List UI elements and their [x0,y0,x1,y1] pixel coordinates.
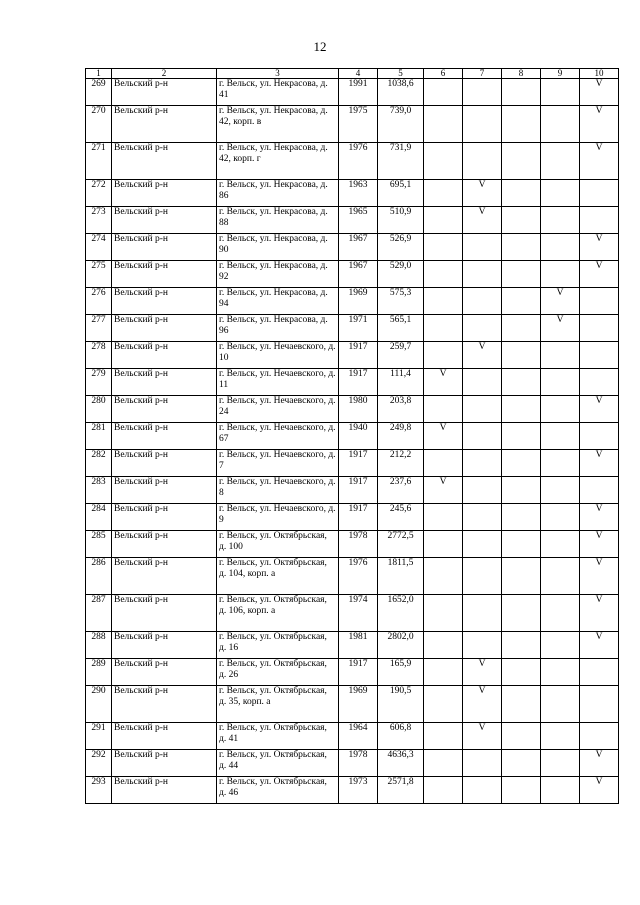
area-cell: 2571,8 [378,777,424,804]
mark-cell-8 [502,750,541,777]
row-number-cell: 272 [86,180,112,207]
mark-cell-8 [502,207,541,234]
mark-cell-10: V [580,79,619,106]
table-row [86,180,619,207]
table-row [86,79,619,106]
column-header: 4 [339,69,378,79]
year-cell: 1974 [339,595,378,632]
mark-cell-7: V [463,659,502,686]
address-cell: г. Вельск, ул. Некрасова, д. 42, корп. г [217,143,339,180]
mark-cell-6: V [424,369,463,396]
year-cell: 1980 [339,396,378,423]
table-row [86,342,619,369]
area-cell: 245,6 [378,504,424,531]
housing-register-table [85,68,619,804]
mark-cell-7 [463,315,502,342]
mark-cell-6 [424,106,463,143]
address-cell: г. Вельск, ул. Нечаевского, д. 24 [217,396,339,423]
address-cell: г. Вельск, ул. Нечаевского, д. 67 [217,423,339,450]
mark-cell-6 [424,342,463,369]
mark-cell-7 [463,750,502,777]
mark-cell-6 [424,777,463,804]
column-number-row [86,69,619,79]
district-cell: Вельский р-н [112,504,217,531]
mark-cell-8 [502,686,541,723]
table-row [86,558,619,595]
address-cell: г. Вельск, ул. Октябрьская, д. 100 [217,531,339,558]
row-number-cell: 280 [86,396,112,423]
mark-cell-10 [580,342,619,369]
mark-cell-6 [424,686,463,723]
table-row [86,450,619,477]
mark-cell-10 [580,369,619,396]
address-cell: г. Вельск, ул. Октябрьская, д. 104, корп. а [217,558,339,595]
address-cell: г. Вельск, ул. Октябрьская, д. 35, корп. а [217,686,339,723]
column-header: 9 [541,69,580,79]
address-cell: г. Вельск, ул. Октябрьская, д. 41 [217,723,339,750]
address-cell: г. Вельск, ул. Нечаевского, д. 10 [217,342,339,369]
row-number-cell: 271 [86,143,112,180]
address-cell: г. Вельск, ул. Некрасова, д. 92 [217,261,339,288]
year-cell: 1967 [339,234,378,261]
table-row [86,750,619,777]
mark-cell-9 [541,450,580,477]
mark-cell-6 [424,632,463,659]
row-number-cell: 277 [86,315,112,342]
row-number-cell: 288 [86,632,112,659]
mark-cell-9 [541,423,580,450]
mark-cell-9 [541,261,580,288]
table-row [86,396,619,423]
address-cell: г. Вельск, ул. Некрасова, д. 90 [217,234,339,261]
area-cell: 2802,0 [378,632,424,659]
district-cell: Вельский р-н [112,632,217,659]
area-cell: 565,1 [378,315,424,342]
mark-cell-7 [463,79,502,106]
mark-cell-7 [463,106,502,143]
address-cell: г. Вельск, ул. Нечаевского, д. 9 [217,504,339,531]
column-header: 6 [424,69,463,79]
district-cell: Вельский р-н [112,686,217,723]
mark-cell-9 [541,723,580,750]
area-cell: 606,8 [378,723,424,750]
table-row [86,143,619,180]
row-number-cell: 269 [86,79,112,106]
year-cell: 1978 [339,750,378,777]
column-header: 7 [463,69,502,79]
mark-cell-7: V [463,686,502,723]
row-number-cell: 287 [86,595,112,632]
district-cell: Вельский р-н [112,558,217,595]
mark-cell-8 [502,342,541,369]
mark-cell-6 [424,396,463,423]
year-cell: 1967 [339,261,378,288]
table-row [86,477,619,504]
row-number-cell: 291 [86,723,112,750]
page-number: 12 [313,39,327,54]
column-header: 2 [112,69,217,79]
row-number-cell: 282 [86,450,112,477]
row-number-cell: 276 [86,288,112,315]
mark-cell-6 [424,180,463,207]
area-cell: 1811,5 [378,558,424,595]
address-cell: г. Вельск, ул. Нечаевского, д. 7 [217,450,339,477]
mark-cell-9 [541,234,580,261]
mark-cell-7: V [463,207,502,234]
district-cell: Вельский р-н [112,234,217,261]
district-cell: Вельский р-н [112,477,217,504]
year-cell: 1917 [339,659,378,686]
table-row [86,659,619,686]
mark-cell-9 [541,369,580,396]
year-cell: 1978 [339,531,378,558]
mark-cell-8 [502,659,541,686]
mark-cell-8 [502,558,541,595]
area-cell: 165,9 [378,659,424,686]
mark-cell-9 [541,79,580,106]
district-cell: Вельский р-н [112,750,217,777]
mark-cell-10: V [580,106,619,143]
mark-cell-8 [502,723,541,750]
mark-cell-10 [580,180,619,207]
mark-cell-8 [502,315,541,342]
address-cell: г. Вельск, ул. Некрасова, д. 96 [217,315,339,342]
table-row [86,261,619,288]
mark-cell-10 [580,477,619,504]
mark-cell-10: V [580,396,619,423]
district-cell: Вельский р-н [112,659,217,686]
mark-cell-7 [463,777,502,804]
year-cell: 1976 [339,558,378,595]
year-cell: 1963 [339,180,378,207]
column-header: 1 [86,69,112,79]
district-cell: Вельский р-н [112,595,217,632]
mark-cell-8 [502,423,541,450]
mark-cell-6 [424,659,463,686]
table-row [86,595,619,632]
mark-cell-8 [502,595,541,632]
year-cell: 1991 [339,79,378,106]
area-cell: 575,3 [378,288,424,315]
address-cell: г. Вельск, ул. Октябрьская, д. 26 [217,659,339,686]
mark-cell-9 [541,180,580,207]
table-row [86,369,619,396]
district-cell: Вельский р-н [112,79,217,106]
table-row [86,632,619,659]
mark-cell-6 [424,504,463,531]
mark-cell-10: V [580,450,619,477]
year-cell: 1917 [339,477,378,504]
mark-cell-9: V [541,315,580,342]
mark-cell-7 [463,531,502,558]
area-cell: 190,5 [378,686,424,723]
mark-cell-6 [424,723,463,750]
mark-cell-7 [463,477,502,504]
row-number-cell: 274 [86,234,112,261]
mark-cell-8 [502,504,541,531]
table-row [86,234,619,261]
mark-cell-8 [502,288,541,315]
mark-cell-8 [502,106,541,143]
row-number-cell: 273 [86,207,112,234]
mark-cell-10: V [580,143,619,180]
mark-cell-9 [541,558,580,595]
district-cell: Вельский р-н [112,423,217,450]
address-cell: г. Вельск, ул. Октябрьская, д. 16 [217,632,339,659]
area-cell: 739,0 [378,106,424,143]
row-number-cell: 292 [86,750,112,777]
area-cell: 237,6 [378,477,424,504]
row-number-cell: 293 [86,777,112,804]
year-cell: 1976 [339,143,378,180]
mark-cell-7: V [463,180,502,207]
mark-cell-6 [424,558,463,595]
mark-cell-10: V [580,234,619,261]
mark-cell-9 [541,750,580,777]
district-cell: Вельский р-н [112,396,217,423]
mark-cell-8 [502,143,541,180]
mark-cell-6 [424,750,463,777]
mark-cell-9 [541,686,580,723]
mark-cell-7 [463,143,502,180]
mark-cell-9 [541,632,580,659]
mark-cell-7 [463,450,502,477]
row-number-cell: 275 [86,261,112,288]
mark-cell-8 [502,261,541,288]
mark-cell-6 [424,288,463,315]
mark-cell-9 [541,106,580,143]
mark-cell-10: V [580,595,619,632]
area-cell: 212,2 [378,450,424,477]
mark-cell-8 [502,396,541,423]
address-cell: г. Вельск, ул. Некрасова, д. 94 [217,288,339,315]
year-cell: 1981 [339,632,378,659]
mark-cell-10 [580,288,619,315]
mark-cell-10 [580,423,619,450]
mark-cell-7 [463,288,502,315]
table-row [86,723,619,750]
mark-cell-9 [541,342,580,369]
mark-cell-9 [541,396,580,423]
address-cell: г. Вельск, ул. Некрасова, д. 88 [217,207,339,234]
row-number-cell: 285 [86,531,112,558]
area-cell: 510,9 [378,207,424,234]
row-number-cell: 289 [86,659,112,686]
row-number-cell: 286 [86,558,112,595]
district-cell: Вельский р-н [112,777,217,804]
year-cell: 1971 [339,315,378,342]
mark-cell-8 [502,450,541,477]
area-cell: 1652,0 [378,595,424,632]
table-row [86,315,619,342]
mark-cell-9 [541,477,580,504]
mark-cell-9 [541,143,580,180]
row-number-cell: 281 [86,423,112,450]
mark-cell-7 [463,261,502,288]
year-cell: 1973 [339,777,378,804]
table-row [86,686,619,723]
area-cell: 526,9 [378,234,424,261]
area-cell: 2772,5 [378,531,424,558]
address-cell: г. Вельск, ул. Октябрьская, д. 44 [217,750,339,777]
mark-cell-9 [541,595,580,632]
mark-cell-9 [541,659,580,686]
mark-cell-6 [424,234,463,261]
mark-cell-6: V [424,477,463,504]
district-cell: Вельский р-н [112,342,217,369]
mark-cell-9 [541,207,580,234]
mark-cell-10: V [580,777,619,804]
area-cell: 249,8 [378,423,424,450]
year-cell: 1964 [339,723,378,750]
district-cell: Вельский р-н [112,261,217,288]
area-cell: 111,4 [378,369,424,396]
district-cell: Вельский р-н [112,180,217,207]
year-cell: 1969 [339,686,378,723]
mark-cell-8 [502,234,541,261]
mark-cell-8 [502,369,541,396]
mark-cell-8 [502,79,541,106]
mark-cell-9 [541,504,580,531]
mark-cell-7: V [463,723,502,750]
table-row [86,288,619,315]
year-cell: 1969 [339,288,378,315]
mark-cell-10: V [580,750,619,777]
mark-cell-8 [502,777,541,804]
district-cell: Вельский р-н [112,450,217,477]
mark-cell-10: V [580,632,619,659]
mark-cell-6 [424,595,463,632]
mark-cell-8 [502,180,541,207]
mark-cell-10 [580,315,619,342]
mark-cell-6 [424,531,463,558]
address-cell: г. Вельск, ул. Октябрьская, д. 106, корп. а [217,595,339,632]
mark-cell-6 [424,450,463,477]
district-cell: Вельский р-н [112,143,217,180]
mark-cell-6 [424,261,463,288]
mark-cell-10 [580,659,619,686]
column-header: 8 [502,69,541,79]
table-row [86,423,619,450]
mark-cell-6: V [424,423,463,450]
mark-cell-7 [463,369,502,396]
table-row [86,504,619,531]
row-number-cell: 270 [86,106,112,143]
district-cell: Вельский р-н [112,369,217,396]
mark-cell-9: V [541,288,580,315]
area-cell: 1038,6 [378,79,424,106]
mark-cell-8 [502,632,541,659]
mark-cell-9 [541,531,580,558]
mark-cell-10 [580,723,619,750]
address-cell: г. Вельск, ул. Нечаевского, д. 11 [217,369,339,396]
district-cell: Вельский р-н [112,531,217,558]
district-cell: Вельский р-н [112,106,217,143]
mark-cell-6 [424,315,463,342]
area-cell: 4636,3 [378,750,424,777]
area-cell: 695,1 [378,180,424,207]
row-number-cell: 279 [86,369,112,396]
address-cell: г. Вельск, ул. Некрасова, д. 86 [217,180,339,207]
year-cell: 1940 [339,423,378,450]
mark-cell-10 [580,686,619,723]
address-cell: г. Вельск, ул. Нечаевского, д. 8 [217,477,339,504]
mark-cell-6 [424,79,463,106]
row-number-cell: 284 [86,504,112,531]
mark-cell-7 [463,632,502,659]
mark-cell-10: V [580,504,619,531]
mark-cell-7 [463,423,502,450]
district-cell: Вельский р-н [112,288,217,315]
year-cell: 1975 [339,106,378,143]
mark-cell-6 [424,207,463,234]
table-row [86,106,619,143]
year-cell: 1965 [339,207,378,234]
address-cell: г. Вельск, ул. Октябрьская, д. 46 [217,777,339,804]
area-cell: 203,8 [378,396,424,423]
district-cell: Вельский р-н [112,207,217,234]
area-cell: 731,9 [378,143,424,180]
row-number-cell: 283 [86,477,112,504]
address-cell: г. Вельск, ул. Некрасова, д. 41 [217,79,339,106]
year-cell: 1917 [339,342,378,369]
mark-cell-7 [463,396,502,423]
district-cell: Вельский р-н [112,315,217,342]
mark-cell-10: V [580,531,619,558]
column-header: 5 [378,69,424,79]
mark-cell-6 [424,143,463,180]
mark-cell-8 [502,477,541,504]
year-cell: 1917 [339,369,378,396]
column-header: 10 [580,69,619,79]
mark-cell-10: V [580,558,619,595]
column-header: 3 [217,69,339,79]
mark-cell-7: V [463,342,502,369]
district-cell: Вельский р-н [112,723,217,750]
year-cell: 1917 [339,450,378,477]
mark-cell-8 [502,531,541,558]
mark-cell-10: V [580,261,619,288]
year-cell: 1917 [339,504,378,531]
mark-cell-7 [463,504,502,531]
mark-cell-7 [463,595,502,632]
address-cell: г. Вельск, ул. Некрасова, д. 42, корп. в [217,106,339,143]
row-number-cell: 290 [86,686,112,723]
mark-cell-7 [463,558,502,595]
mark-cell-10 [580,207,619,234]
area-cell: 529,0 [378,261,424,288]
table-row [86,531,619,558]
row-number-cell: 278 [86,342,112,369]
table-row [86,777,619,804]
area-cell: 259,7 [378,342,424,369]
mark-cell-9 [541,777,580,804]
table-row [86,207,619,234]
mark-cell-7 [463,234,502,261]
